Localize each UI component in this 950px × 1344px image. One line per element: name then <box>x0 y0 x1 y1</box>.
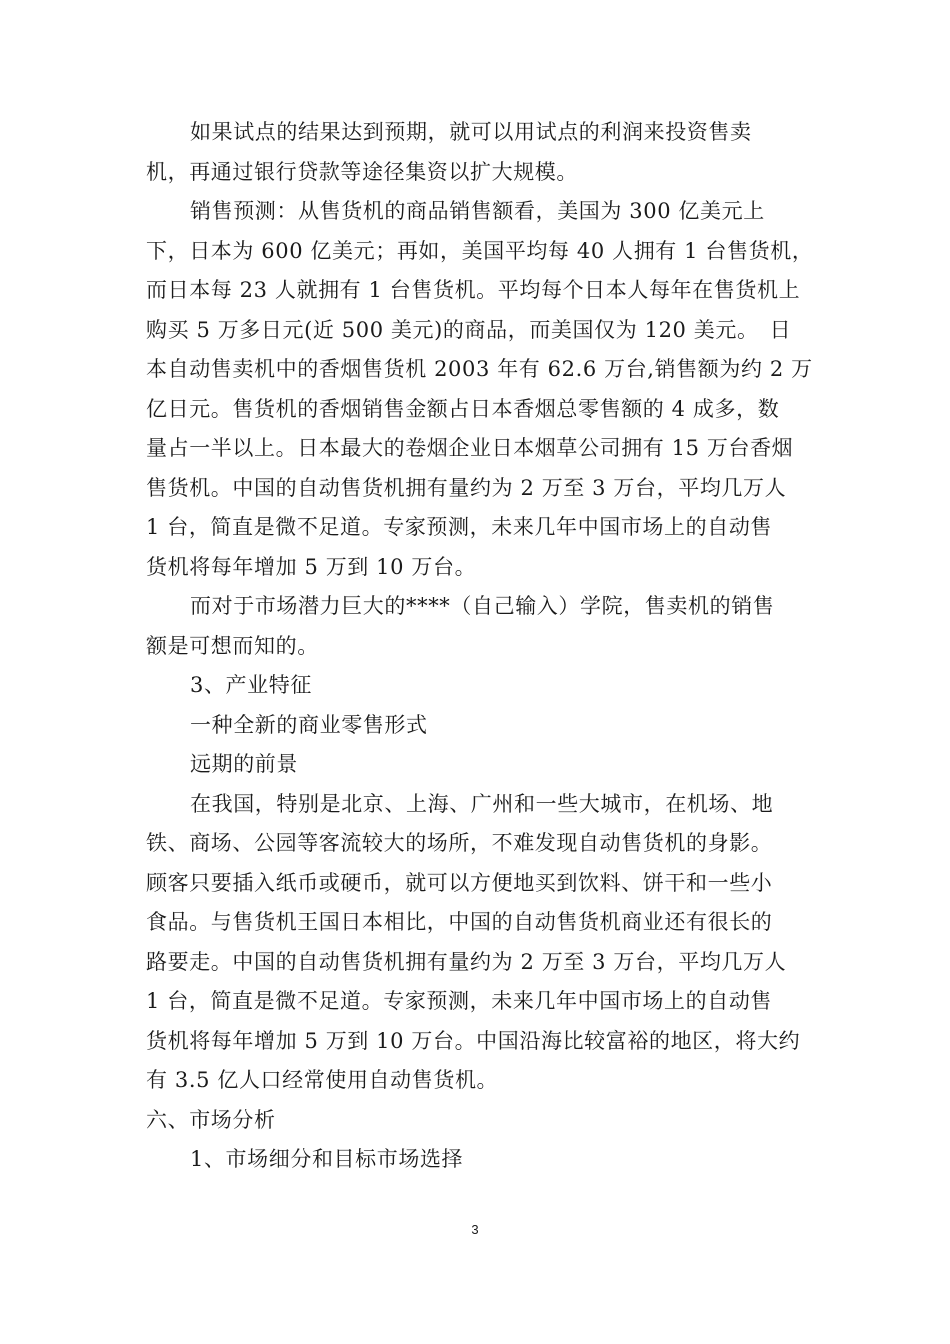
paragraph-line: 而日本每 23 人就拥有 1 台售货机。平均每个日本人每年在售货机上 <box>146 278 801 302</box>
page-number: 3 <box>471 1222 479 1237</box>
paragraph-line: 额是可想而知的。 <box>146 633 319 658</box>
section-heading: 3、产业特征 <box>190 673 312 697</box>
paragraph-line: 顾客只要插入纸币或硬币，就可以方便地买到饮料、饼干和一些小 <box>146 870 773 895</box>
paragraph-line: 量占一半以上。日本最大的卷烟企业日本烟草公司拥有 15 万台香烟 <box>146 436 794 460</box>
paragraph-line: 有 3.5 亿人口经常使用自动售货机。 <box>146 1068 499 1092</box>
body-text <box>146 113 814 1180</box>
subheading: 一种全新的商业零售形式 <box>190 712 428 737</box>
paragraph-line: 1 台，简直是微不足道。专家预测，未来几年中国市场上的自动售 <box>146 989 773 1013</box>
section-heading: 1、市场细分和目标市场选择 <box>190 1147 464 1171</box>
paragraph-line: 售货机。中国的自动售货机拥有量约为 2 万至 3 万台，平均几万人 <box>146 475 787 500</box>
paragraph-line: 铁、商场、公园等客流较大的场所，不难发现自动售货机的身影。 <box>146 831 773 855</box>
paragraph-line: 购买 5 万多日元(近 500 美元)的商品，而美国仅为 120 美元。 日 <box>146 317 792 342</box>
paragraph-line: 销售预测：从售货机的商品销售额看，美国为 300 亿美元上 <box>190 199 765 223</box>
paragraph-line: 亿日元。售货机的香烟销售金额占日本香烟总零售额的 4 成多，数 <box>146 396 780 421</box>
paragraph-line: 货机将每年增加 5 万到 10 万台。 <box>146 554 477 579</box>
paragraph-line: 而对于市场潜力巨大的****（自己输入）学院，售卖机的销售 <box>190 594 775 618</box>
paragraph-line: 如果试点的结果达到预期，就可以用试点的利润来投资售卖 <box>190 120 752 144</box>
paragraph-line: 食品。与售货机王国日本相比，中国的自动售货机商业还有很长的 <box>146 910 773 934</box>
paragraph-line: 机，再通过银行贷款等途径集资以扩大规模。 <box>146 159 578 184</box>
chapter-heading: 六、市场分析 <box>146 1107 276 1132</box>
paragraph-line: 在我国，特别是北京、上海、广州和一些大城市，在机场、地 <box>190 791 774 816</box>
paragraph-line: 下，日本为 600 亿美元；再如，美国平均每 40 人拥有 1 台售货机， <box>146 238 814 263</box>
subheading: 远期的前景 <box>190 752 298 776</box>
paragraph-line: 1 台，简直是微不足道。专家预测，未来几年中国市场上的自动售 <box>146 515 773 539</box>
paragraph-line: 货机将每年增加 5 万到 10 万台。中国沿海比较富裕的地区，将大约 <box>146 1028 801 1053</box>
paragraph-line: 路要走。中国的自动售货机拥有量约为 2 万至 3 万台，平均几万人 <box>146 949 787 974</box>
paragraph-line: 本自动售卖机中的香烟售货机 2003 年有 62.6 万台,销售额为约 2 万 <box>146 357 813 381</box>
